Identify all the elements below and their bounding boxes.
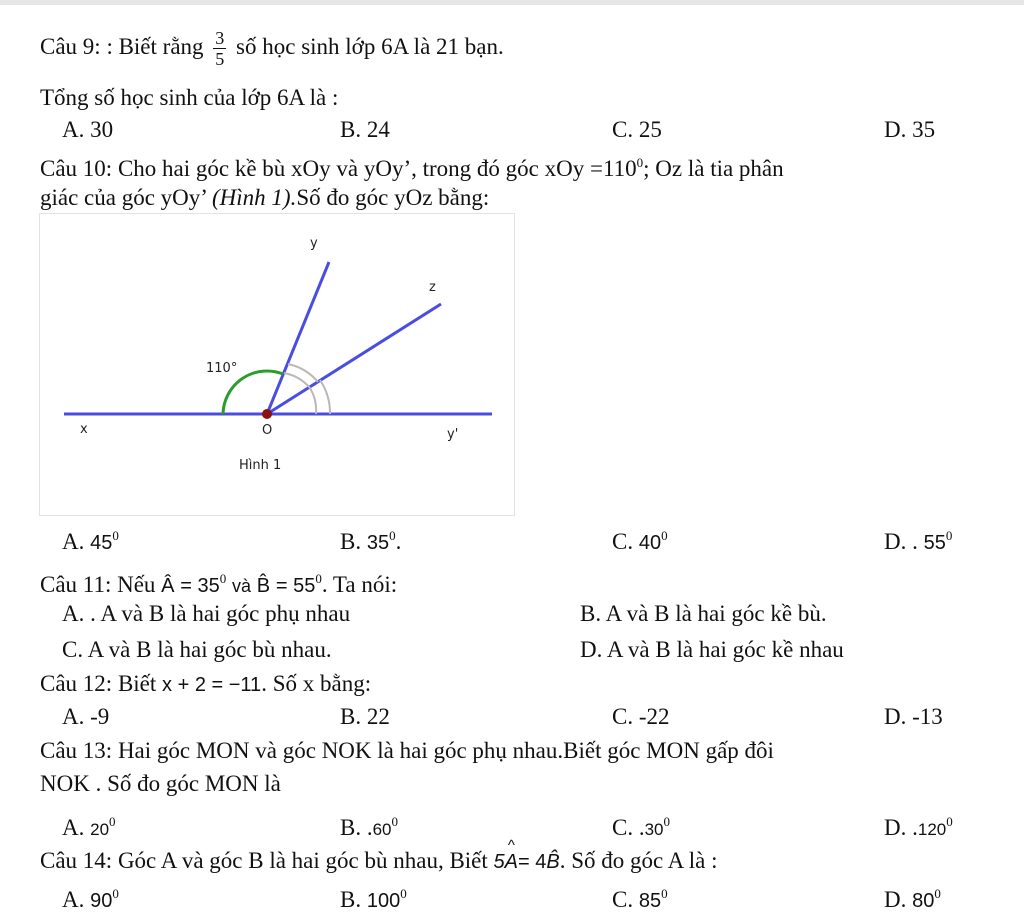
- q10-line1-b: xOy =110: [544, 156, 637, 181]
- q13-option-b-value: 60: [372, 820, 392, 839]
- q10-option-c-label: C.: [612, 529, 639, 554]
- q10-option-b-sup: 0: [389, 528, 396, 543]
- q9-frac-den: 5: [215, 49, 225, 69]
- q11-angle-b: B̂: [256, 575, 271, 597]
- q10-line1-sup: 0: [636, 155, 644, 170]
- q11-option-b[interactable]: B. A và B là hai góc kề bù.: [580, 601, 827, 626]
- q14-option-c-label: C.: [612, 887, 639, 912]
- q14-expr-angle-b: B̂: [546, 851, 560, 873]
- q11-b-eq: = 55: [275, 575, 316, 597]
- q14-line: [40, 847, 718, 876]
- q13-option-c-label: C. .: [612, 815, 645, 840]
- q14-option-a-value: 90: [90, 890, 113, 912]
- q13-option-d-sup: 0: [946, 814, 953, 829]
- q10-option-a-value: 45: [90, 532, 113, 554]
- label-z: z: [429, 280, 436, 295]
- q9-prefix: Câu 9: : Biết rằng: [40, 33, 204, 59]
- q11-tail: . Ta nói:: [321, 572, 398, 597]
- q13-option-d-label: D. .: [884, 815, 918, 840]
- label-y: y: [310, 236, 318, 251]
- q10-option-d-value: 55: [923, 532, 946, 554]
- q10-option-d-label: D. .: [884, 529, 924, 554]
- q10-line1-c: ; Oz là tia phân: [643, 156, 784, 181]
- q13-line1: Câu 13: Hai góc MON và góc NOK là hai góc phụ nhau.Biết góc MON gấp đôi: [40, 738, 774, 763]
- q9-option-c[interactable]: C. 25: [612, 117, 662, 142]
- q13-option-b[interactable]: [340, 808, 398, 844]
- q14-option-b[interactable]: [340, 880, 407, 915]
- q13-option-a-label: A.: [62, 815, 91, 840]
- q13-option-d-value: 120: [917, 820, 947, 839]
- q11-b-sup: 0: [315, 571, 322, 586]
- q13-option-a-sup: 0: [109, 814, 116, 829]
- q10-option-c[interactable]: [612, 522, 668, 557]
- q10-option-b[interactable]: [340, 522, 401, 557]
- q11-prefix: Câu 11: Nếu: [40, 572, 156, 597]
- q13-option-c[interactable]: [612, 808, 670, 844]
- q12-line: [40, 670, 371, 699]
- equal-arc-2a: [310, 388, 316, 414]
- q12-tail: . Số x bằng:: [261, 671, 372, 696]
- q14-option-d-label: D.: [884, 887, 913, 912]
- top-border: [0, 0, 1024, 5]
- q13-option-c-sup: 0: [663, 814, 671, 829]
- q11-option-a[interactable]: A. . A và B là hai góc phụ nhau: [62, 601, 351, 626]
- label-o: O: [262, 423, 273, 438]
- q13-option-d[interactable]: [884, 808, 953, 844]
- q10-line2-a: giác của góc yOy’: [40, 185, 207, 210]
- q9-suffix: số học sinh lớp 6A là 21 bạn.: [236, 33, 504, 59]
- q10-line2-b: (Hình 1).: [212, 185, 297, 210]
- q14-tail: . Số đo góc A là :: [559, 848, 718, 873]
- q11-mid: và: [231, 576, 251, 596]
- geometry-diagram: [40, 214, 514, 515]
- q13-option-b-sup: 0: [391, 814, 399, 829]
- label-angle-110: 110°: [206, 361, 238, 376]
- q11-line: [40, 565, 397, 600]
- q14-option-c-sup: 0: [661, 886, 668, 901]
- q10-option-a[interactable]: [62, 522, 119, 557]
- q14-option-d-sup: 0: [934, 886, 941, 901]
- equal-arc-1b: [288, 364, 318, 382]
- figure-hinh-1: [39, 213, 515, 516]
- q14-expr-mid: = 4: [518, 851, 547, 873]
- equal-arc-1a: [284, 373, 310, 388]
- q11-angle-a: Â: [161, 575, 175, 597]
- q14-option-b-sup: 0: [400, 886, 407, 901]
- q12-prefix: Câu 12: Biết: [40, 671, 157, 696]
- q14-option-b-label: B.: [340, 887, 367, 912]
- q9-fraction: [213, 28, 226, 69]
- q14-option-a-label: A.: [62, 887, 91, 912]
- q11-option-c[interactable]: C. A và B là hai góc bù nhau.: [62, 637, 332, 662]
- q10-option-a-sup: 0: [112, 528, 119, 543]
- label-y-prime: y': [447, 427, 459, 442]
- q12-option-a[interactable]: A. -9: [62, 704, 110, 729]
- figure-caption: Hình 1: [239, 458, 282, 473]
- q9-line2: Tổng số học sinh của lớp 6A là :: [40, 85, 339, 110]
- q10-line1: [40, 149, 784, 183]
- q9-option-a[interactable]: A. 30: [62, 117, 114, 142]
- q9-frac-num: 3: [215, 28, 225, 48]
- q12-option-b[interactable]: B. 22: [340, 704, 390, 729]
- ray-oz: [267, 304, 441, 414]
- q9-line1: [40, 28, 504, 69]
- label-x: x: [80, 422, 88, 437]
- q10-line2: [40, 184, 489, 212]
- q14-option-c-value: 85: [638, 890, 662, 912]
- equal-arc-2b: [320, 380, 330, 414]
- q13-option-c-value: 30: [644, 820, 664, 839]
- q13-option-a[interactable]: [62, 808, 116, 844]
- q10-option-d-sup: 0: [945, 528, 953, 543]
- q9-option-d[interactable]: D. 35: [884, 117, 936, 142]
- q14-option-a[interactable]: [62, 880, 119, 915]
- q10-option-d[interactable]: [884, 522, 952, 557]
- q11-option-d[interactable]: D. A và B là hai góc kề nhau: [580, 637, 844, 662]
- angle-arc-110: [223, 371, 283, 414]
- q10-option-b-value: 35: [366, 532, 390, 554]
- q10-option-c-value: 40: [638, 532, 662, 554]
- q13-line2: NOK . Số đo góc MON là: [40, 771, 281, 796]
- q13-option-b-label: B. .: [340, 815, 373, 840]
- q14-option-c[interactable]: [612, 880, 668, 915]
- q14-option-b-value: 100: [366, 890, 401, 912]
- point-o: [262, 409, 272, 419]
- q11-a-sup: 0: [219, 571, 227, 586]
- q11-a-eq: = 35: [180, 575, 220, 597]
- q14-option-d[interactable]: [884, 880, 941, 915]
- q12-option-d[interactable]: D. -13: [884, 704, 943, 729]
- q10-option-b-label: B.: [340, 529, 367, 554]
- q10-option-c-sup: 0: [661, 528, 668, 543]
- q14-expr-5: 5: [493, 851, 505, 873]
- ray-oy: [267, 262, 329, 414]
- q13-option-a-value: 20: [90, 820, 110, 839]
- q12-option-c[interactable]: C. -22: [612, 704, 670, 729]
- q12-expr: x + 2 = −11: [162, 674, 262, 696]
- q10-option-b-tail: .: [395, 529, 402, 554]
- q14-expr-angle-a: ^ A: [505, 848, 518, 876]
- q10-option-a-label: A.: [62, 529, 91, 554]
- q14-option-a-sup: 0: [112, 886, 119, 901]
- q14-option-d-value: 80: [912, 890, 935, 912]
- q10-line1-a: Câu 10: Cho hai góc kề bù xOy và yOy’, trong đó góc: [40, 156, 539, 181]
- q10-line2-c: Số đo góc yOz bằng:: [296, 185, 490, 210]
- q9-option-b[interactable]: B. 24: [340, 117, 390, 142]
- q14-prefix: Câu 14: Góc A và góc B là hai góc bù nhau, Biết: [40, 848, 488, 873]
